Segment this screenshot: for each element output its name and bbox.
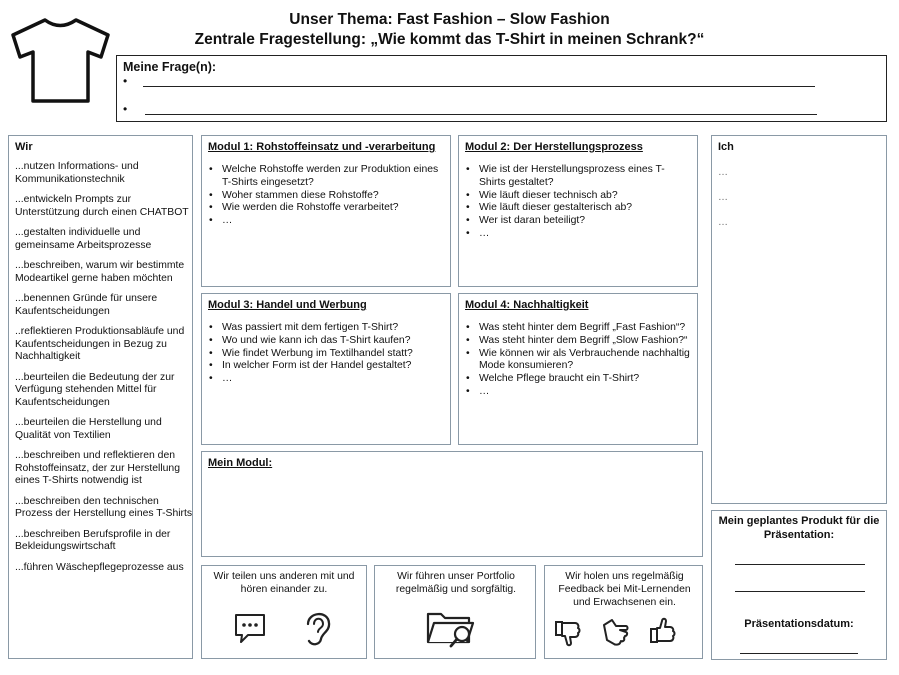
wir-item: ...beschreiben, warum wir bestimmte Modeartikel gerne haben möchten bbox=[15, 259, 185, 284]
list-item: • Wie ist der Herstellungsprozess eines T-Shirts gestaltet? bbox=[479, 164, 679, 190]
ich-dot: … bbox=[718, 192, 728, 203]
list-item: • … bbox=[222, 373, 450, 386]
page-subtitle: Zentrale Fragestellung: „Wie kommt das T-Shirt in meinen Schrank?“ bbox=[194, 31, 705, 48]
praesentationsdatum-label: Präsentationsdatum: bbox=[744, 618, 854, 630]
portfolio-text: Wir führen unser Portfolio regelmäßig und sorgfältig. bbox=[395, 571, 517, 595]
wir-title: Wir bbox=[15, 141, 33, 153]
wir-item: ...beschreiben den technischen Prozess der Herstellung eines T-Shirts bbox=[15, 495, 193, 520]
produkt-line-1[interactable] bbox=[735, 564, 865, 565]
wir-box bbox=[8, 135, 193, 659]
modul-1-list bbox=[208, 164, 450, 228]
list-item: • Was passiert mit dem fertigen T-Shirt? bbox=[222, 322, 450, 335]
modul-4-title: Modul 4: Nachhaltigkeit bbox=[465, 299, 589, 311]
modul-3-title: Modul 3: Handel und Werbung bbox=[208, 299, 367, 311]
frage-line-2[interactable] bbox=[145, 114, 817, 115]
wir-list bbox=[15, 161, 193, 582]
frage-bullet-1: • bbox=[123, 74, 128, 88]
modul-3-list bbox=[208, 322, 450, 386]
list-item: • Wie findet Werbung im Textilhandel statt? bbox=[222, 348, 450, 361]
list-item: • … bbox=[479, 386, 694, 399]
list-item: • Welche Rohstoffe werden zur Produktion eines T-Shirts eingesetzt? bbox=[222, 164, 450, 190]
frage-bullet-2: • bbox=[123, 102, 128, 116]
wir-item: ...benennen Gründe für unsere Kaufentscheidungen bbox=[15, 292, 158, 317]
list-item: • In welcher Form ist der Handel gestaltet? bbox=[222, 360, 450, 373]
modul-2-box bbox=[458, 135, 698, 287]
wir-item: ...nutzen Informations- und Kommunikationstechnik bbox=[15, 161, 139, 185]
produkt-box bbox=[711, 510, 887, 660]
list-item: • Wo und wie kann ich das T-Shirt kaufen? bbox=[222, 335, 450, 348]
wir-item: ...führen Wäschepflegeprozesse aus bbox=[15, 561, 184, 573]
ich-dot: … bbox=[718, 167, 728, 178]
wir-item: ...beschreiben Berufsprofile in der Bekleidungswirtschaft bbox=[15, 528, 171, 553]
teilen-text: Wir teilen uns anderen mit und hören einander zu. bbox=[213, 571, 355, 595]
feedback-box bbox=[544, 565, 703, 659]
list-item: • Wie können wir als Verbrauchende nachhaltig Mode konsumieren? bbox=[479, 348, 694, 374]
thumbs-sideways-icon bbox=[600, 616, 630, 648]
modul-2-list bbox=[465, 164, 679, 241]
wir-item: ...beurteilen die Herstellung und Qualität von Textilien bbox=[15, 417, 162, 441]
list-item: • Welche Pflege braucht ein T-Shirt? bbox=[479, 373, 694, 386]
thumbs-up-icon bbox=[648, 616, 678, 646]
modul-1-box bbox=[201, 135, 451, 287]
list-item: • Was steht hinter dem Begriff „Slow Fashion?“ bbox=[479, 335, 694, 348]
wir-item: ..reflektieren Produktionsabläufe und Kaufentscheidungen in Bezug zu Nachhaltigkeit bbox=[15, 325, 185, 363]
mein-modul-box[interactable] bbox=[201, 451, 703, 557]
ear-icon bbox=[300, 606, 334, 648]
wir-item: ...entwickeln Prompts zur Unterstützung durch einen CHATBOT bbox=[15, 193, 189, 218]
list-item: • Was steht hinter dem Begriff „Fast Fashion“? bbox=[479, 322, 694, 335]
ich-dots bbox=[718, 167, 728, 242]
modul-4-box bbox=[458, 293, 698, 445]
modul-2-title: Modul 2: Der Herstellungsprozess bbox=[465, 141, 643, 153]
frage-line-1[interactable] bbox=[143, 86, 815, 87]
ich-box bbox=[711, 135, 887, 504]
wir-item: ...gestalten individuelle und gemeinsame Arbeitsprozesse bbox=[15, 226, 152, 251]
wir-item: ...beschreiben und reflektieren den Rohstoffeinsatz, der zur Herstellung eines T-Shirts notwendig ist bbox=[15, 450, 180, 487]
feedback-text: Wir holen uns regelmäßig Feedback bei Mit-Lernenden und Erwachsenen ein. bbox=[558, 571, 691, 608]
modul-4-list bbox=[465, 322, 694, 399]
list-item: • Wie werden die Rohstoffe verarbeitet? bbox=[222, 202, 450, 215]
list-item: • Wer ist daran beteiligt? bbox=[479, 215, 679, 228]
ich-title: Ich bbox=[718, 141, 734, 153]
mein-modul-title: Mein Modul: bbox=[208, 457, 273, 469]
list-item: • … bbox=[222, 215, 450, 228]
portfolio-box bbox=[374, 565, 536, 659]
list-item: • Wie läuft dieser technisch ab? bbox=[479, 190, 679, 203]
wir-item: ...beurteilen die Bedeutung der zur Verfügung stehenden Mittel für Kaufentscheidungen bbox=[15, 371, 175, 408]
fragen-label: Meine Frage(n): bbox=[123, 60, 217, 74]
page-title: Unser Thema: Fast Fashion – Slow Fashion bbox=[289, 11, 610, 28]
list-item: • Wie läuft dieser gestalterisch ab? bbox=[479, 202, 679, 215]
praesentationsdatum-line[interactable] bbox=[740, 653, 858, 654]
folder-search-icon bbox=[425, 602, 477, 650]
fragen-box bbox=[116, 55, 887, 122]
produkt-title: Mein geplantes Produkt für die Präsentation: bbox=[718, 515, 880, 541]
modul-3-box bbox=[201, 293, 451, 445]
produkt-line-2[interactable] bbox=[735, 591, 865, 592]
modul-1-title: Modul 1: Rohstoffeinsatz und -verarbeitung bbox=[208, 141, 436, 153]
speech-bubble-icon bbox=[232, 610, 268, 646]
list-item: • Woher stammen diese Rohstoffe? bbox=[222, 190, 450, 203]
ich-dot: … bbox=[718, 217, 728, 228]
thumbs-down-icon bbox=[553, 618, 583, 648]
teilen-box bbox=[201, 565, 367, 659]
list-item: • … bbox=[479, 228, 679, 241]
